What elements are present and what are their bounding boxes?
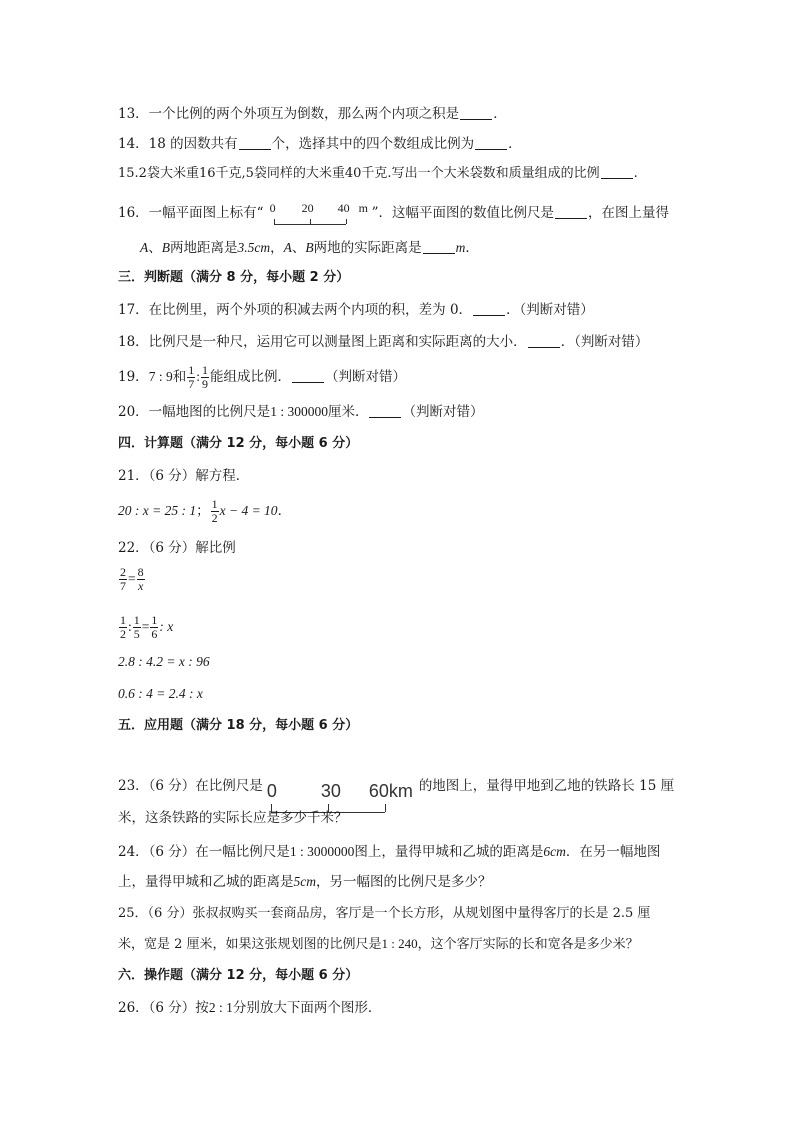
- question-13: 13．一个比例的两个外项互为倒数，那么两个内项之积是 ．: [118, 106, 507, 122]
- question-23: 23．（6 分）在比例尺是 0 30 60km 的地图上，量得甲地到乙地的铁路长 15 厘: [118, 750, 674, 796]
- question-25: 25．（6 分）张叔叔购买一套商品房，客厅是一个长方形，从规划图中量得客厅的长是 2.5 厘: [118, 906, 651, 921]
- question-14: 14．18 的因数共有 个，选择其中的四个数组成比例为 ．: [118, 136, 522, 152]
- section-3-title: 三．判断题（满分 8 分，每小题 2 分）: [118, 270, 350, 285]
- question-25-line2: 米，宽是 2 厘米，如果这张规划图的比例尺是1 : 240，这个客厅实际的长和宽各是多少米？: [118, 936, 639, 952]
- scale-label-20: 20: [301, 201, 314, 215]
- question-26: 26．（6 分）按2 : 1分别放大下面两个图形．: [118, 1000, 382, 1016]
- section-4-title: 四．计算题（满分 12 分，每小题 6 分）: [118, 436, 359, 451]
- answer-blank[interactable]: [460, 105, 492, 120]
- proportion-4: 0.6 : 4 = 2.4 : x: [118, 686, 203, 701]
- answer-blank[interactable]: [473, 301, 505, 316]
- section-6-title: 六．操作题（满分 12 分，每小题 6 分）: [118, 968, 359, 983]
- question-16-line2: A、B两地距离是3.5cm，A、B两地的实际距离是 m．: [140, 240, 479, 256]
- question-19: 19．7 : 9和 $\frac{1}{7}$ : $\frac{1}{9}$ 能组成比例． （判断对错）: [118, 363, 406, 391]
- proportion-2: $\frac{1}{2}$ : $\frac{1}{5}$ = $\frac{1}{6}$ : x: [120, 613, 174, 641]
- proportion-1: $\frac{2}{7}$ = $\frac{8}{x}$: [120, 565, 144, 593]
- scale-tick: [385, 804, 386, 812]
- question-21-equations: 20 : x = 25 : 1； $\frac{1}{2}$ x − 4 = 10．: [118, 497, 292, 525]
- fraction: $\frac{1}{2}$: [211, 497, 218, 525]
- scale-bar-line: [274, 224, 346, 225]
- fraction: $\frac{8}{x}$: [137, 565, 144, 593]
- scale-label-unit: m: [358, 201, 368, 215]
- question-17: 17．在比例里，两个外项的积减去两个内项的积，差为 0． ．（判断对错）: [118, 302, 594, 318]
- scale-label-60km: 60km: [368, 781, 413, 801]
- scale-label-0: 0: [269, 201, 276, 215]
- fraction: $\frac{1}{2}$: [120, 613, 126, 641]
- scale-tick: [274, 219, 275, 224]
- answer-blank[interactable]: [555, 204, 587, 219]
- question-15: 15.2袋大米重16千克,5袋同样的大米重40千克.写出一个大米袋数和质量组成的比例 .: [118, 166, 638, 181]
- answer-blank[interactable]: [528, 333, 560, 348]
- question-18: 18．比例尺是一种尺，运用它可以测量图上距离和实际距离的大小． ．（判断对错）: [118, 334, 649, 350]
- question-23-line2: 米，这条铁路的实际长应是多少千米？: [118, 810, 348, 826]
- answer-blank[interactable]: [369, 403, 401, 418]
- scale-label-40: 40: [337, 201, 350, 215]
- fraction: $\frac{1}{6}$: [151, 613, 158, 641]
- worksheet-page: [118, 0, 688, 1123]
- fraction: $\frac{1}{7}$: [188, 363, 195, 391]
- scale-label-0: 0: [266, 781, 277, 801]
- fraction: $\frac{1}{9}$: [201, 363, 208, 391]
- question-22: 22．（6 分）解比例: [118, 540, 236, 556]
- section-5-title: 五．应用题（满分 18 分，每小题 6 分）: [118, 718, 359, 733]
- question-20: 20．一幅地图的比例尺是1 : 300000厘米． （判断对错）: [118, 404, 484, 420]
- answer-blank[interactable]: [423, 239, 455, 254]
- question-24: 24．（6 分）在一幅比例尺是1 : 3000000图上，量得甲城和乙城的距离是6cm．在另一幅地图: [118, 844, 661, 860]
- scale-tick: [346, 219, 347, 224]
- answer-blank[interactable]: [475, 135, 507, 150]
- scale-bar-20m: [264, 200, 372, 230]
- fraction: $\frac{1}{5}$: [133, 613, 140, 641]
- question-24-line2: 上，量得甲城和乙城的距离是5cm，另一幅图的比例尺是多少？: [118, 874, 492, 890]
- answer-blank[interactable]: [239, 135, 271, 150]
- answer-blank[interactable]: [601, 164, 633, 179]
- proportion-3: 2.8 : 4.2 = x : 96: [118, 654, 210, 669]
- scale-label-30: 30: [320, 781, 341, 801]
- question-21: 21．（6 分）解方程．: [118, 468, 250, 484]
- scale-tick: [310, 219, 311, 224]
- question-16: 16．一幅平面图上标有“ 0 20 40 m ”．这幅平面图的数值比例尺是 ，在图上量得: [118, 196, 669, 230]
- answer-blank[interactable]: [292, 368, 324, 383]
- fraction: $\frac{2}{7}$: [120, 565, 126, 593]
